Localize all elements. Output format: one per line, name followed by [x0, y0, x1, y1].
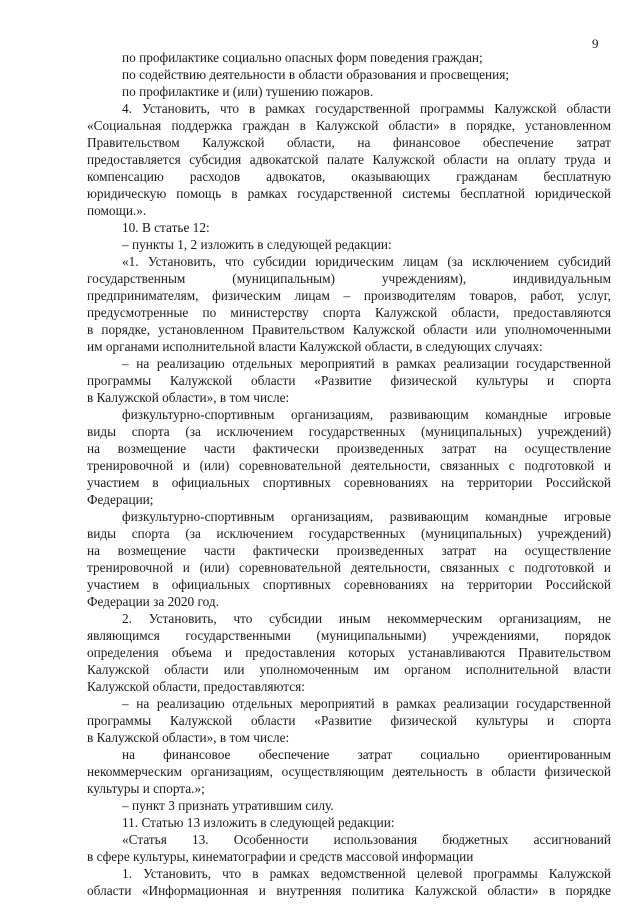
- text-line: Калужской области, предоставляются:: [87, 679, 305, 694]
- text-line: виды спорта (за исключением государственных (муниципальных) учреждений): [87, 526, 611, 541]
- text-line: на возмещение части фактически произведенных затрат на осуществление: [87, 543, 611, 558]
- text-line: Федерации;: [87, 492, 154, 507]
- text-line: в Калужской области», в том числе:: [87, 390, 290, 405]
- text-line: в порядке, установленном Правительством Калужской области или уполномоченными: [87, 322, 611, 337]
- text-line: тренировочной и (или) соревновательной деятельности, связанных с подготовкой и: [87, 458, 611, 473]
- text-line: по содействию деятельности в области образования и просвещения;: [122, 67, 510, 82]
- text-line: 2. Установить, что субсидии иным некоммерческим организациям, не: [122, 611, 611, 626]
- text-line: физкультурно-спортивным организациям, развивающим командные игровые: [122, 407, 611, 422]
- text-line: программы Калужской области «Развитие физической культуры и спорта: [87, 373, 611, 388]
- text-line: 1. Установить, что в рамках ведомственной целевой программы Калужской: [122, 866, 611, 881]
- text-line: на финансовое обеспечение затрат социально ориентированным: [122, 747, 611, 762]
- text-line: виды спорта (за исключением государственных (муниципальных) учреждений): [87, 424, 611, 439]
- text-line: участием в официальных спортивных соревнованиях на территории Российской: [87, 475, 611, 490]
- page-number: 9: [592, 36, 599, 51]
- text-line: некоммерческим организациям, осуществляющим деятельность в области физической: [87, 764, 611, 779]
- text-line: помощи.».: [87, 203, 147, 218]
- text-line: 10. В статье 12:: [122, 220, 210, 235]
- text-line: Калужской области или уполномоченным им органом исполнительной власти: [87, 662, 611, 677]
- text-line: 11. Статью 13 изложить в следующей редакции:: [122, 815, 395, 830]
- text-line: по профилактике социально опасных форм поведения граждан;: [122, 50, 483, 65]
- text-line: 4. Установить, что в рамках государственной программы Калужской области: [122, 101, 611, 116]
- document-body: [87, 49, 611, 899]
- text-line: культуры и спорта.»;: [87, 781, 205, 796]
- text-line: – пункт 3 признать утратившим силу.: [122, 798, 334, 813]
- text-line: являющимся государственными (муниципальными) учреждениями, порядок: [87, 628, 611, 643]
- text-line: – на реализацию отдельных мероприятий в рамках реализации государственной: [122, 696, 611, 711]
- text-line: физкультурно-спортивным организациям, развивающим командные игровые: [122, 509, 611, 524]
- text-line: «Статья 13. Особенности использования бюджетных ассигнований: [122, 832, 611, 847]
- text-line: им органами исполнительной власти Калужской области, в следующих случаях:: [87, 339, 543, 354]
- text-line: на возмещение части фактически произведенных затрат на осуществление: [87, 441, 611, 456]
- text-line: в сфере культуры, кинематографии и средств массовой информации: [87, 849, 474, 864]
- text-line: – пункты 1, 2 изложить в следующей редакции:: [122, 237, 392, 252]
- text-line: участием в официальных спортивных соревнованиях на территории Российской: [87, 577, 611, 592]
- text-line: предоставляется субсидия адвокатской палате Калужской области на оплату труда и: [87, 152, 611, 167]
- text-line: предусмотренные по министерству спорта Калужской области, предоставляются: [87, 305, 611, 320]
- text-line: Федерации за 2020 год.: [87, 594, 219, 609]
- text-line: определения объема и предоставления которых устанавливаются Правительством: [87, 645, 611, 660]
- text-line: программы Калужской области «Развитие физической культуры и спорта: [87, 713, 611, 728]
- text-line: Правительством Калужской области, на финансовое обеспечение затрат: [87, 135, 611, 150]
- text-line: компенсацию расходов адвокатов, оказывающих гражданам бесплатную: [87, 169, 611, 184]
- text-line: в Калужской области», в том числе:: [87, 730, 290, 745]
- text-line: «Социальная поддержка граждан в Калужской области» в порядке, установленном: [87, 118, 611, 133]
- text-line: области «Информационная и внутренняя политика Калужской области» в порядке: [87, 883, 611, 898]
- text-line: по профилактике и (или) тушению пожаров.: [122, 84, 374, 99]
- text-line: юридическую помощь в рамках государственной системы бесплатной юридической: [87, 186, 611, 201]
- text-line: – на реализацию отдельных мероприятий в рамках реализации государственной: [122, 356, 611, 371]
- text-line: «1. Установить, что субсидии юридическим лицам (за исключением субсидий: [122, 254, 611, 269]
- text-line: тренировочной и (или) соревновательной деятельности, связанных с подготовкой и: [87, 560, 611, 575]
- text-line: предпринимателям, физическим лицам – производителям товаров, работ, услуг,: [87, 288, 611, 303]
- text-line: государственным (муниципальным) учреждениям), индивидуальным: [87, 271, 611, 286]
